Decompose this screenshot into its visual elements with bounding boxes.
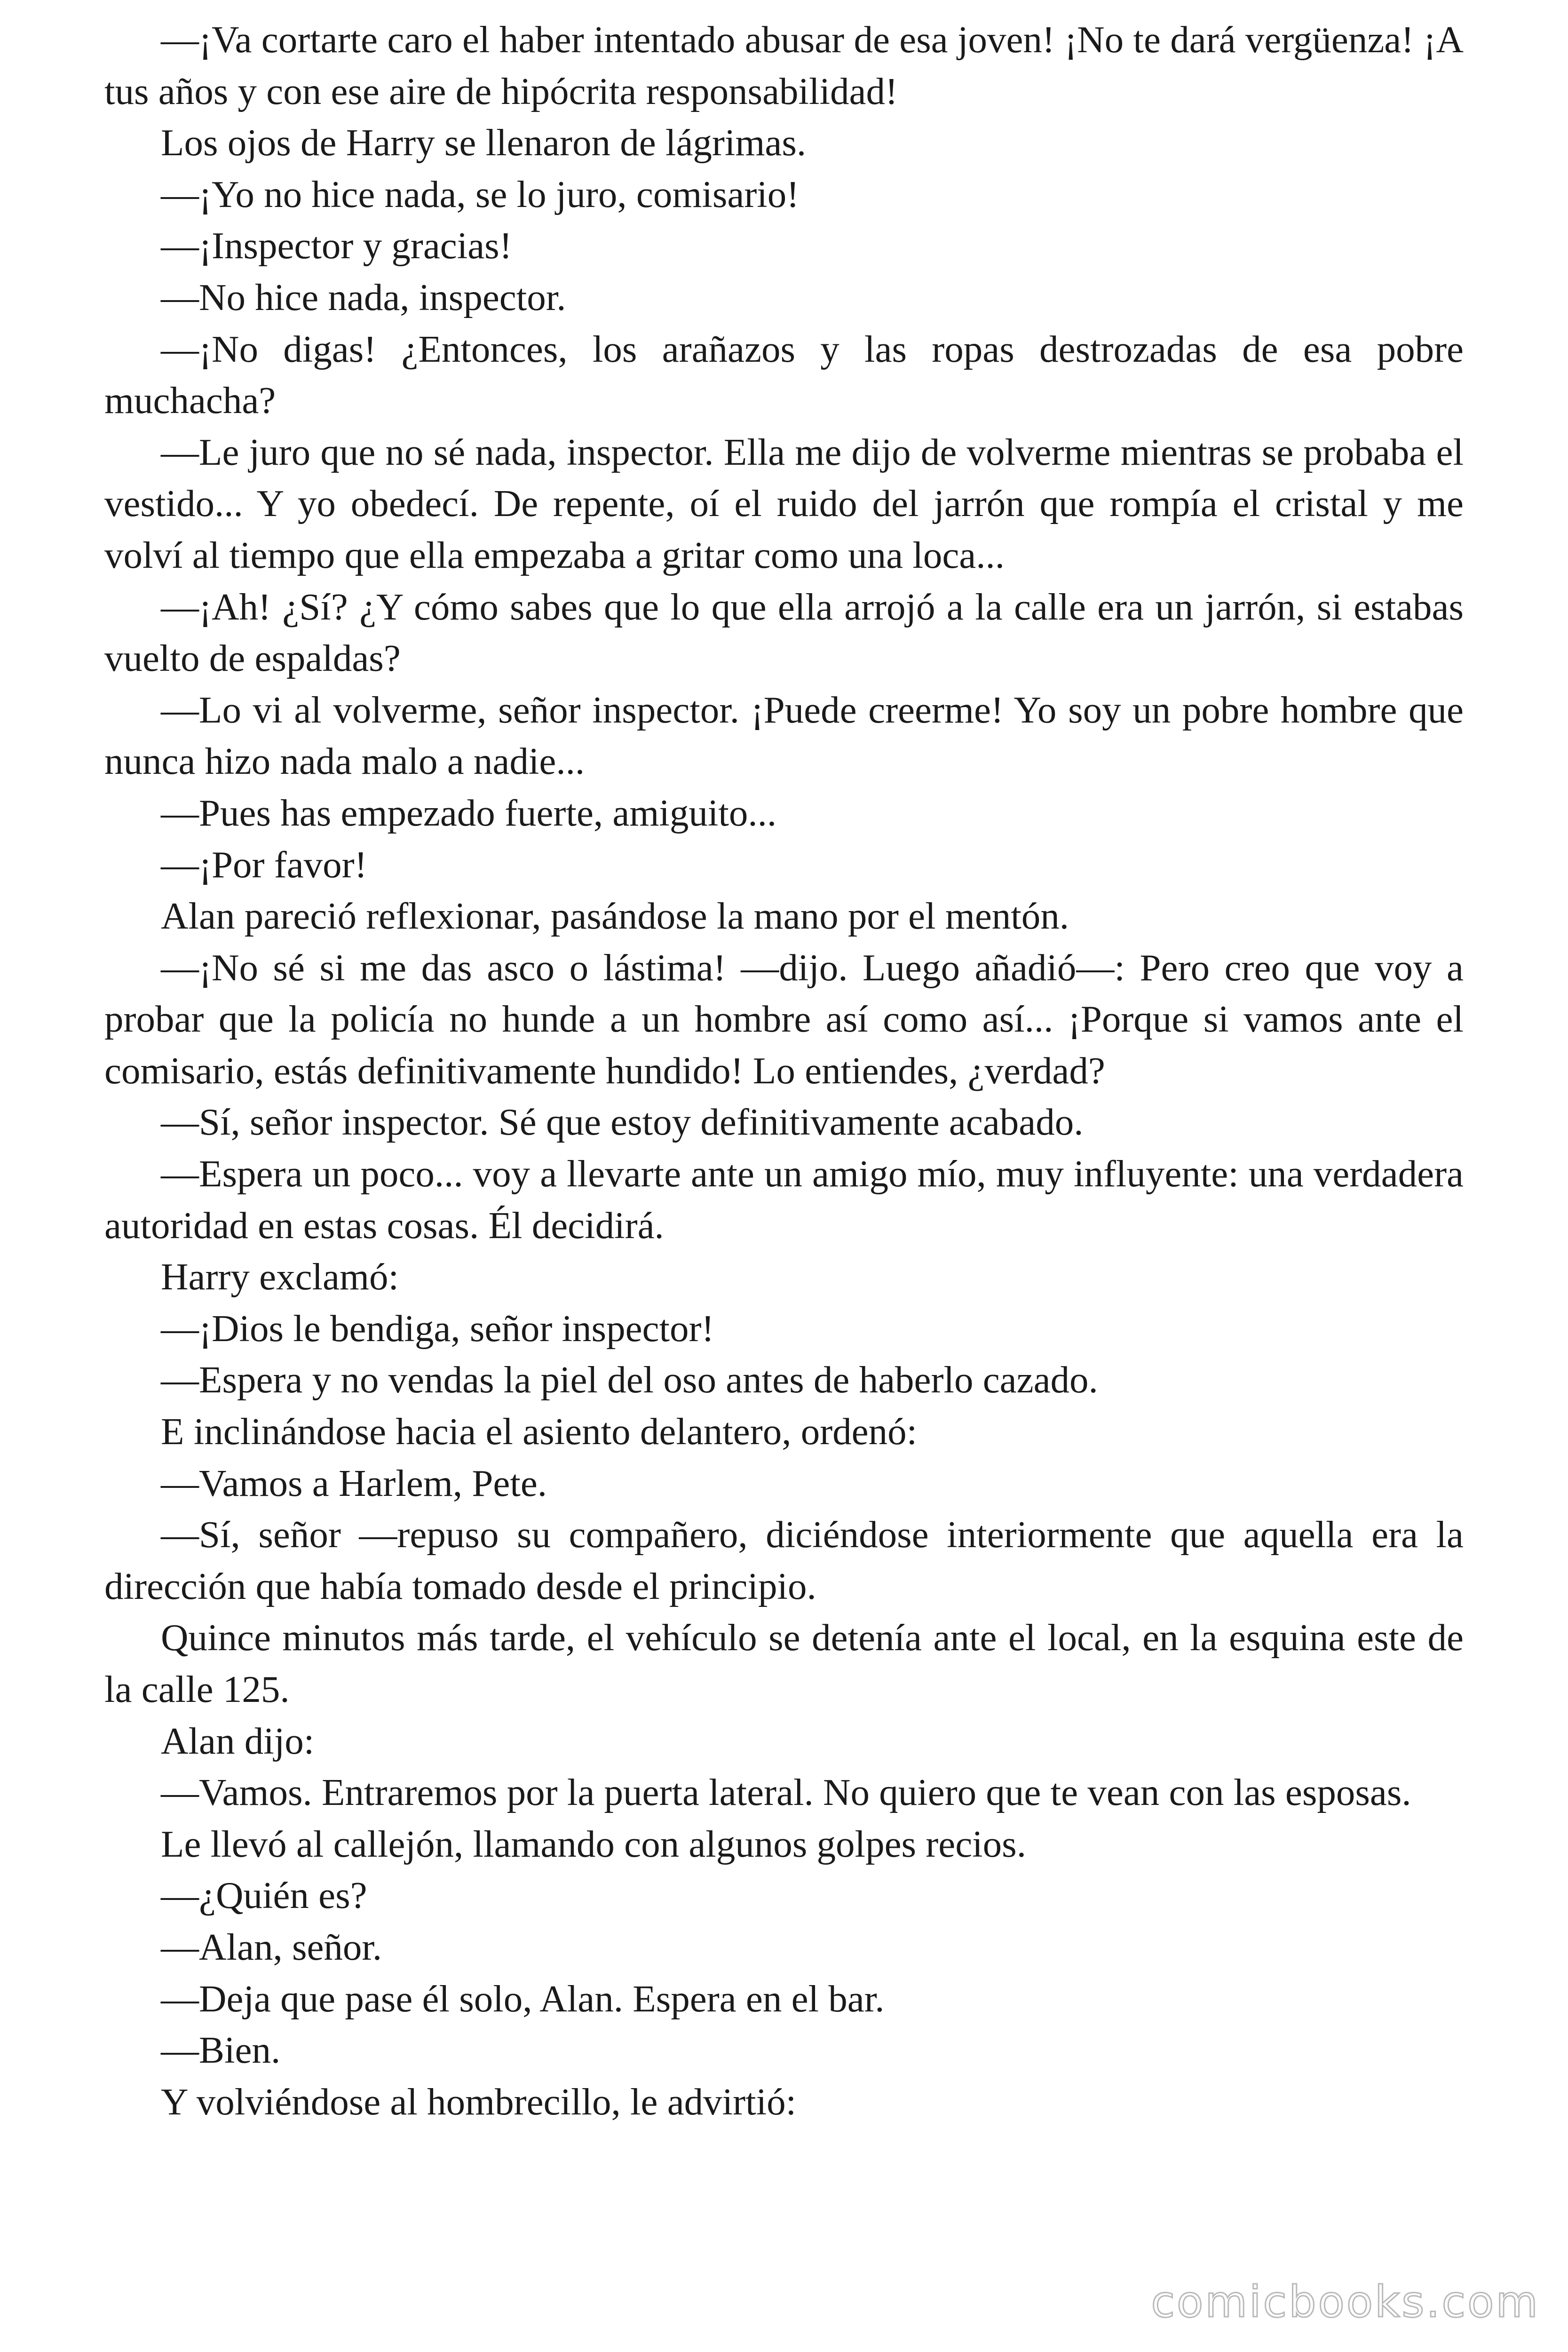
paragraph-1: —¡Va cortarte caro el haber intentado abusar de esa joven! ¡No te dará vergüenza! ¡A tus años y con ese aire de hipócrita responsabilidad! (104, 18, 1464, 112)
paragraph-14: —Sí, señor inspector. Sé que estoy definitivamente acabado. (161, 1101, 1084, 1144)
paragraph-5: —No hice nada, inspector. (161, 276, 566, 318)
paragraph-29: —Bien. (161, 2029, 281, 2072)
paragraph-23: Alan dijo: (161, 1719, 315, 1762)
paragraph-18: —Espera y no vendas la piel del oso antes de haberlo cazado. (161, 1359, 1098, 1401)
paragraph-25: Le llevó al callejón, llamando con algunos golpes recios. (161, 1822, 1026, 1865)
paragraph-16: Harry exclamó: (161, 1255, 399, 1298)
paragraph-8: —¡Ah! ¿Sí? ¿Y cómo sabes que lo que ella arrojó a la calle era un jarrón, si estabas vuelto de espaldas? (104, 585, 1464, 680)
paragraph-9: —Lo vi al volverme, señor inspector. ¡Puede creerme! Yo soy un pobre hombre que nunca hizo nada malo a nadie... (104, 688, 1464, 783)
paragraph-22: Quince minutos más tarde, el vehículo se detenía ante el local, en la esquina este de la calle 125. (104, 1616, 1464, 1710)
paragraph-13: —¡No sé si me das asco o lástima! —dijo. Luego añadió—: Pero creo que voy a probar que la policía no hunde a un hombre así como así... ¡Porque si vamos ante el comisario, estás definitivamente hundido! Lo entiendes, ¿verdad? (104, 946, 1464, 1092)
paragraph-10: —Pues has empezado fuerte, amiguito... (161, 791, 777, 834)
paragraph-6: —¡No digas! ¿Entonces, los arañazos y las ropas destrozadas de esa pobre muchacha? (104, 327, 1464, 422)
paragraph-12: Alan pareció reflexionar, pasándose la mano por el mentón. (161, 895, 1069, 938)
paragraph-27: —Alan, señor. (161, 1925, 382, 1968)
paragraph-3: —¡Yo no hice nada, se lo juro, comisario! (161, 173, 800, 215)
paragraph-20: —Vamos a Harlem, Pete. (161, 1462, 547, 1504)
paragraph-4: —¡Inspector y gracias! (161, 224, 512, 267)
document-page (104, 14, 1464, 2128)
paragraph-30: Y volviéndose al hombrecillo, le advirtió: (161, 2080, 797, 2123)
paragraph-11: —¡Por favor! (161, 843, 367, 886)
paragraph-28: —Deja que pase él solo, Alan. Espera en el bar. (161, 1977, 885, 2020)
paragraph-2: Los ojos de Harry se llenaron de lágrimas. (161, 121, 807, 164)
paragraph-26: —¿Quién es? (161, 1874, 367, 1917)
paragraph-17: —¡Dios le bendiga, señor inspector! (161, 1307, 714, 1350)
paragraph-15: —Espera un poco... voy a llevarte ante un amigo mío, muy influyente: una verdadera autoridad en estas cosas. Él decidirá. (104, 1152, 1464, 1247)
paragraph-24: —Vamos. Entraremos por la puerta lateral. No quiero que te vean con las esposas. (161, 1771, 1411, 1814)
paragraph-19: E inclinándose hacia el asiento delantero, ordenó: (161, 1410, 918, 1453)
watermark-logo: comicbooks.com (1151, 2277, 1540, 2327)
paragraph-7: —Le juro que no sé nada, inspector. Ella me dijo de volverme mientras se probaba el vestido... Y yo obedecí. De repente, oí el ruido del jarrón que rompía el cristal y me volví al tiempo que ella empezaba a gritar como una loca... (104, 430, 1464, 576)
paragraph-21: —Sí, señor —repuso su compañero, diciéndose interiormente que aquella era la dirección que había tomado desde el principio. (104, 1513, 1464, 1607)
